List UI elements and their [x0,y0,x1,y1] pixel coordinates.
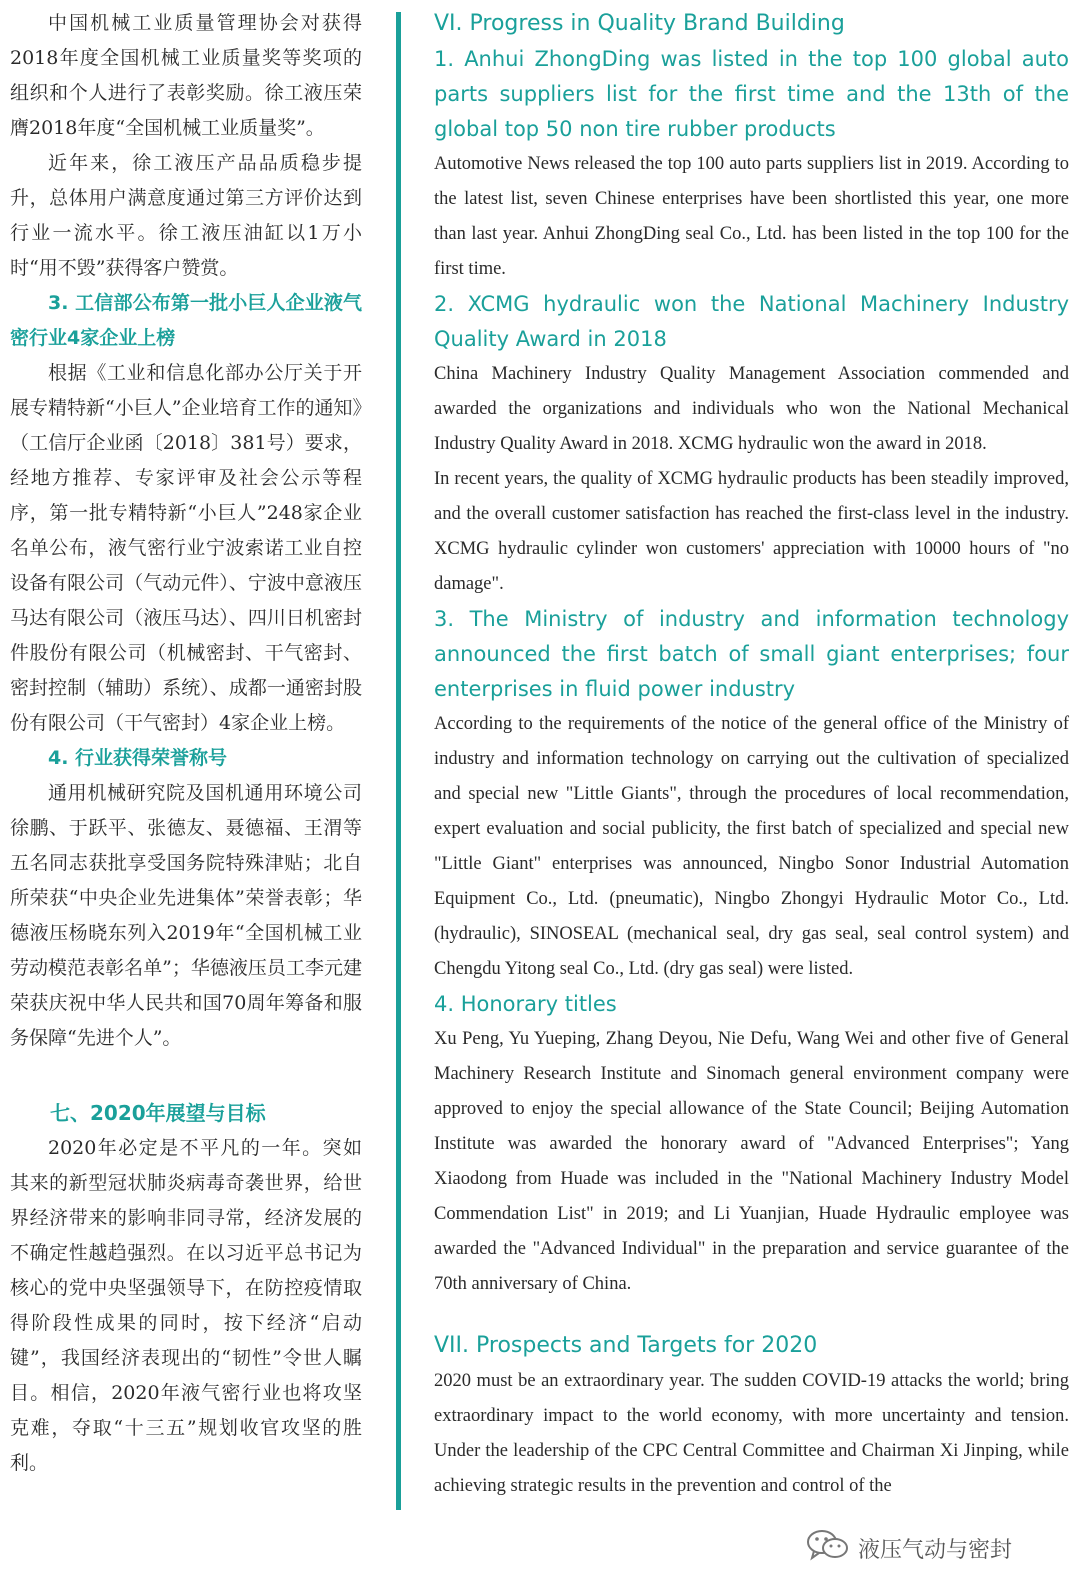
paragraph-little-giants: According to the requirements of the notice of the general office of the Ministry of industry and information technology on carrying out the cultivation of specialized and special new "Little Giants", through the procedures of local recommendation, expert evaluation and social publicity, the first batch of specialized and special new "Little Giant" enterprises was announced, Ningbo Sonor Industrial Automation Equipment Co., Ltd. (pneumatic), Ningbo Zhongyi Hydraulic Motor Co., Ltd. (hydraulic), SINOSEAL (mechanical seal, dry gas seal, seal control system) and Chengdu Yitong seal Co., Ltd. (dry gas seal) were listed. [434,714,1069,979]
watermark [806,1528,1012,1568]
left-heading-prospects: 七、2020年展望与目标 [50,1101,266,1125]
paragraph-zhongding: Automotive News released the top 100 auto parts suppliers list in 2019. According to the latest list, seven Chinese enterprises have been shortlisted this year, one more than last year. Anhui ZhongDing seal Co., Ltd. has been listed in the top 100 for the first time. [434,154,1069,279]
subheading-honorary: 4. Honorary titles [434,992,617,1016]
subheading-xcmg: 2. XCMG hydraulic won the National Machinery Industry Quality Award in 2018 [434,292,1069,351]
left-paragraph-prospects: 2020年必定是不平凡的一年。突如其来的新型冠状肺炎病毒奇袭世界，给世界经济带来的影响非同寻常，经济发展的不确定性越趋强烈。在以习近平总书记为核心的党中央坚强领导下，在防控疫情取得阶段性成果的同时，按下经济“启动键”，我国经济表现出的“韧性”令世人瞩目。相信，2020年液气密行业也将攻坚克难，夺取“十三五”规划收官攻坚的胜利。 [10,1137,362,1474]
chinese-column [10,6,362,1481]
english-column [434,6,1069,1504]
section-heading-vi: VI. Progress in Quality Brand Building [434,11,845,36]
left-paragraph-quality-award: 中国机械工业质量管理协会对获得2018年度全国机械工业质量奖等奖项的组织和个人进行了表彰奖励。徐工液压荣膺2018年度“全国机械工业质量奖”。 [10,12,362,139]
section-heading-vii: VII. Prospects and Targets for 2020 [434,1333,818,1358]
subheading-little-giants: 3. The Ministry of industry and information technology announced the first batch of small giant enterprises; four enterprises in fluid power industry [434,607,1069,701]
column-divider [396,12,401,1510]
watermark-text: 液压气动与密封 [858,1537,1013,1563]
paragraph-prospects: 2020 must be an extraordinary year. The sudden COVID-19 attacks the world; bring extraordinary impact to the world economy, with more uncertainty and tension. Under the leadership of the CPC Central Committee and Chairman Xi Jinping, while achieving strategic results in the prevention and control of the [434,1371,1069,1496]
left-paragraph-little-giants: 根据《工业和信息化部办公厅关于开展专精特新“小巨人”企业培育工作的通知》（工信厅企业函〔2018〕381号）要求，经地方推荐、专家评审及社会公示等程序，第一批专精特新“小巨人”248家企业名单公布，液气密行业宁波索诺工业自控设备有限公司（气动元件）、宁波中意液压马达有限公司（液压马达）、四川日机密封件股份有限公司（机械密封、干气密封、密封控制（辅助）系统）、成都一通密封股份有限公司（干气密封）4家企业上榜。 [10,362,362,734]
paragraph-xcmg-award: China Machinery Industry Quality Management Association commended and awarded the organizations and individuals who won the National Mechanical Industry Quality Award in 2018. XCMG hydraulic won the award in 2018. [434,364,1069,454]
paragraph-xcmg-quality: In recent years, the quality of XCMG hydraulic products has been steadily improved, and the overall customer satisfaction has reached the first-class level in the industry. XCMG hydraulic cylinder won customers' appreciation with 10000 hours of "no damage". [434,469,1069,594]
paragraph-honorary: Xu Peng, Yu Yueping, Zhang Deyou, Nie Defu, Wang Wei and other five of General Machinery Research Institute and Sinomach general environment company were approved to enjoy the special allowance of the State Council; Beijing Automation Institute was awarded the honorary award of "Advanced Enterprises"; Yang Xiaodong from Huade was included in the "National Machinery Industry Model Commendation List" in 2019; and Li Yuanjian, Huade Hydraulic employee was awarded the "Advanced Individual" in the preparation and service guarantee of the 70th anniversary of China. [434,1029,1069,1294]
left-heading-honorary: 4. 行业获得荣誉称号 [48,747,228,769]
subheading-zhongding: 1. Anhui ZhongDing was listed in the top 100 global auto parts suppliers list for the first time and the 13th of the global top 50 non tire rubber products [434,47,1069,141]
left-paragraph-xcmg: 近年来，徐工液压产品品质稳步提升，总体用户满意度通过第三方评价达到行业一流水平。徐工液压油缸以1万小时“用不毁”获得客户赞赏。 [10,152,362,279]
wechat-icon [806,1528,858,1568]
left-paragraph-honorary: 通用机械研究院及国机通用环境公司徐鹏、于跃平、张德友、聂德福、王渭等五名同志获批享受国务院特殊津贴；北自所荣获“中央企业先进集体”荣誉表彰；华德液压杨晓东列入2019年“全国机械工业劳动模范表彰名单”；华德液压员工李元建荣获庆祝中华人民共和国70周年筹备和服务保障“先进个人”。 [10,782,362,1049]
left-heading-little-giants: 3. 工信部公布第一批小巨人企业液气密行业4家企业上榜 [10,292,362,349]
